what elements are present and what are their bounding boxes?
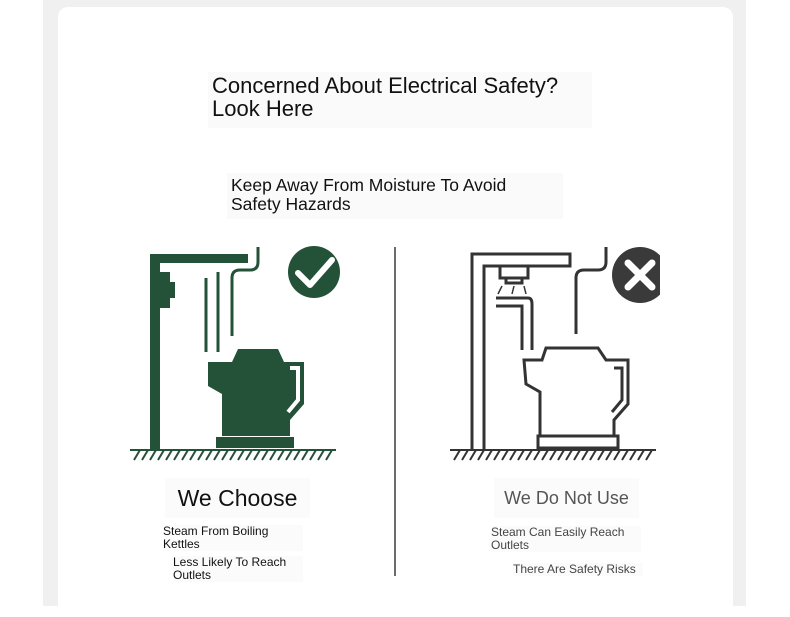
- page-subtitle: [227, 173, 563, 219]
- check-icon: [288, 246, 340, 298]
- ground-line: [450, 450, 656, 460]
- discouraged-kettle-illustration: [448, 244, 660, 464]
- page-title-line-2: Look Here: [212, 96, 314, 121]
- column-divider: [394, 247, 396, 576]
- we-do-not-use-title: We Do Not Use: [494, 478, 639, 518]
- page-title: [208, 72, 592, 128]
- left-note-outlets-line-1: Less Likely To Reach: [173, 555, 287, 569]
- right-note-steam-line-1: Steam Can Easily Reach: [491, 525, 625, 539]
- left-note-steam: [163, 525, 303, 551]
- right-note-steam: [491, 526, 641, 552]
- wall-and-outlet: [472, 254, 570, 450]
- left-note-steam-line-2: Kettles: [163, 537, 200, 551]
- steam-lines: [496, 247, 606, 350]
- right-note-risks: There Are Safety Risks: [513, 563, 643, 576]
- we-choose-title: We Choose: [165, 478, 310, 518]
- page-subtitle-line-1: Keep Away From Moisture To Avoid: [231, 175, 507, 195]
- ground-line: [130, 450, 336, 460]
- left-note-outlets: [173, 556, 303, 582]
- left-note-outlets-line-2: Outlets: [173, 568, 212, 582]
- page-title-line-1: Concerned About Electrical Safety?: [212, 73, 559, 98]
- page-subtitle-line-2: Safety Hazards: [231, 194, 351, 214]
- kettle-shape: [208, 349, 304, 448]
- recommended-kettle-illustration: [128, 244, 340, 464]
- close-icon: [612, 247, 660, 303]
- kettle-shape: [524, 348, 628, 448]
- right-note-steam-line-2: Outlets: [491, 538, 530, 552]
- left-note-steam-line-1: Steam From Boiling: [163, 524, 269, 538]
